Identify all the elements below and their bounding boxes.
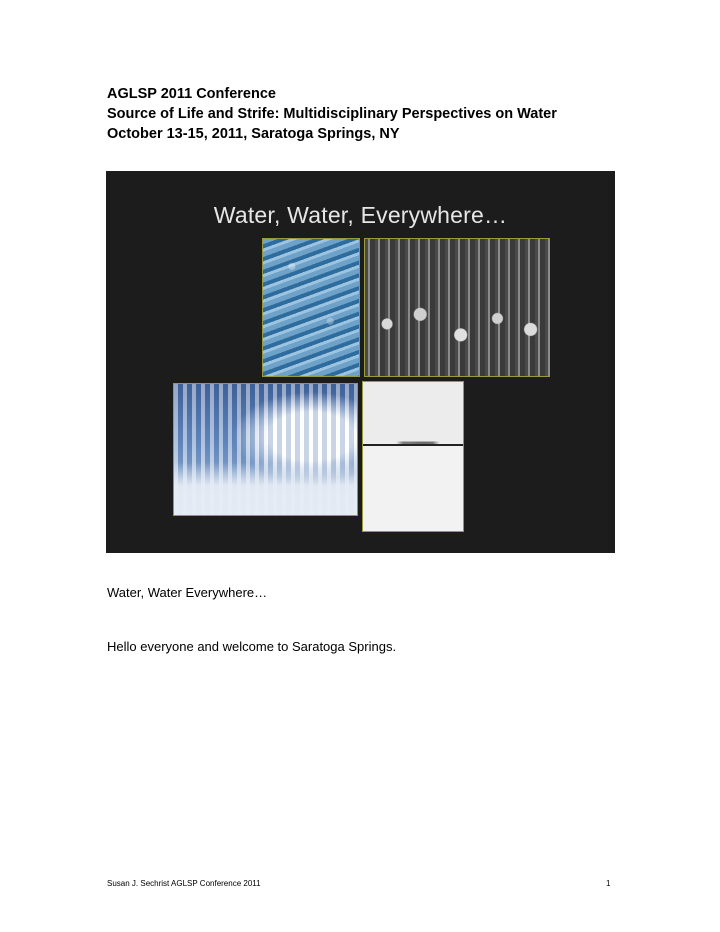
slide-title: Water, Water, Everywhere…	[213, 202, 508, 228]
slide-image	[106, 171, 615, 553]
slide-caption: Water, Water Everywhere…	[107, 585, 268, 600]
document-header	[107, 84, 557, 144]
conference-title: AGLSP 2011 Conference	[107, 86, 276, 102]
conference-theme: Source of Life and Strife: Multidisciplinary Perspectives on Water	[107, 106, 557, 122]
conference-dates: October 13-15, 2011, Saratoga Springs, NY	[107, 126, 400, 142]
body-paragraph: Hello everyone and welcome to Saratoga Springs.	[107, 639, 397, 654]
water-ripples-photo	[262, 238, 360, 377]
page-number: 1	[606, 879, 611, 888]
footer-author: Susan J. Sechrist AGLSP Conference 2011	[107, 879, 261, 888]
waterfall-photo	[173, 383, 358, 516]
water-surface-line	[363, 444, 463, 446]
plastic-bottle-photo	[362, 381, 464, 532]
microscopic-pillars-photo	[364, 238, 550, 377]
